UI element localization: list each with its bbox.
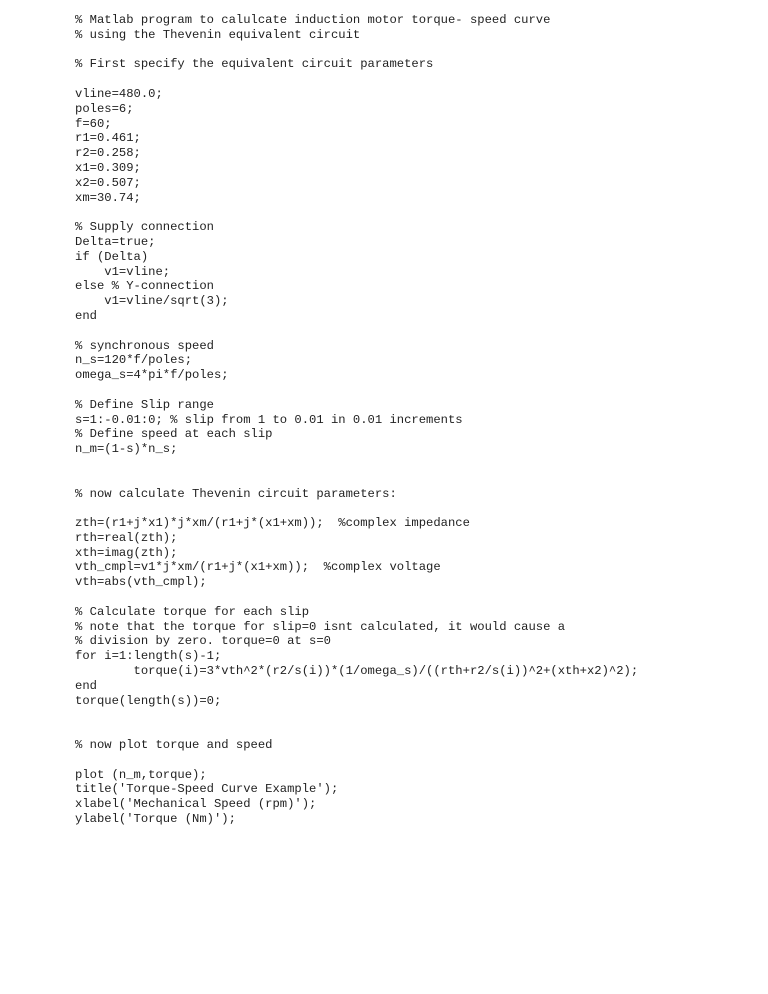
code-line: zth=(r1+j*x1)*j*xm/(r1+j*(x1+xm)); %complex impedance — [75, 516, 470, 531]
code-line: xth=imag(zth); — [75, 545, 178, 560]
code-line — [75, 472, 638, 487]
code-line — [75, 72, 638, 87]
code-line: v1=vline/sqrt(3); — [75, 294, 229, 309]
code-line: % note that the torque for slip=0 isnt calculated, it would cause a — [75, 619, 566, 634]
code-line — [75, 205, 638, 220]
code-line: f=60; — [75, 116, 112, 131]
code-line: vth=abs(vth_cmpl); — [75, 575, 207, 590]
code-line: for i=1:length(s)-1; — [75, 649, 222, 664]
code-line: poles=6; — [75, 101, 134, 116]
code-line: xm=30.74; — [75, 190, 141, 205]
code-line: torque(length(s))=0; — [75, 693, 222, 708]
code-line — [75, 383, 638, 398]
code-line — [75, 501, 638, 516]
code-line: x1=0.309; — [75, 160, 141, 175]
code-line: v1=vline; — [75, 264, 171, 279]
code-line: ylabel('Torque (Nm)'); — [75, 812, 236, 827]
code-line: s=1:-0.01:0; % slip from 1 to 0.01 in 0.01 increments — [75, 412, 463, 427]
code-line: % First specify the equivalent circuit parameters — [75, 57, 434, 72]
code-line: % Supply connection — [75, 220, 214, 235]
code-line: r2=0.258; — [75, 146, 141, 161]
code-line: n_s=120*f/poles; — [75, 353, 193, 368]
code-line: x2=0.507; — [75, 175, 141, 190]
code-line: % now calculate Thevenin circuit parameters: — [75, 486, 397, 501]
code-line: % using the Thevenin equivalent circuit — [75, 27, 361, 42]
code-line: else % Y-connection — [75, 279, 214, 294]
code-line: vth_cmpl=v1*j*xm/(r1+j*(x1+xm)); %complex voltage — [75, 560, 441, 575]
code-line: torque(i)=3*vth^2*(r2/s(i))*(1/omega_s)/((rth+r2/s(i))^2+(xth+x2)^2); — [75, 664, 639, 679]
code-line: title('Torque-Speed Curve Example'); — [75, 782, 339, 797]
code-line: end — [75, 678, 97, 693]
code-line: plot (n_m,torque); — [75, 767, 207, 782]
code-line: r1=0.461; — [75, 131, 141, 146]
matlab-code-listing — [75, 13, 638, 827]
code-line — [75, 457, 638, 472]
code-line — [75, 708, 638, 723]
code-line: % Matlab program to calulcate induction motor torque- speed curve — [75, 13, 551, 27]
code-line: % synchronous speed — [75, 338, 214, 353]
code-line: % division by zero. torque=0 at s=0 — [75, 634, 331, 649]
code-line — [75, 753, 638, 768]
code-line: vline=480.0; — [75, 86, 163, 101]
code-line: Delta=true; — [75, 234, 156, 249]
code-line — [75, 43, 638, 58]
code-line: n_m=(1-s)*n_s; — [75, 442, 178, 457]
code-line: end — [75, 308, 97, 323]
code-line: % Define speed at each slip — [75, 427, 273, 442]
code-line: % now plot torque and speed — [75, 738, 273, 753]
code-line: omega_s=4*pi*f/poles; — [75, 368, 229, 383]
code-line: % Define Slip range — [75, 397, 214, 412]
code-line — [75, 723, 638, 738]
code-line — [75, 590, 638, 605]
code-line — [75, 324, 638, 339]
code-line: xlabel('Mechanical Speed (rpm)'); — [75, 797, 317, 812]
code-line: rth=real(zth); — [75, 530, 178, 545]
code-line: if (Delta) — [75, 249, 149, 264]
code-line: % Calculate torque for each slip — [75, 604, 310, 619]
